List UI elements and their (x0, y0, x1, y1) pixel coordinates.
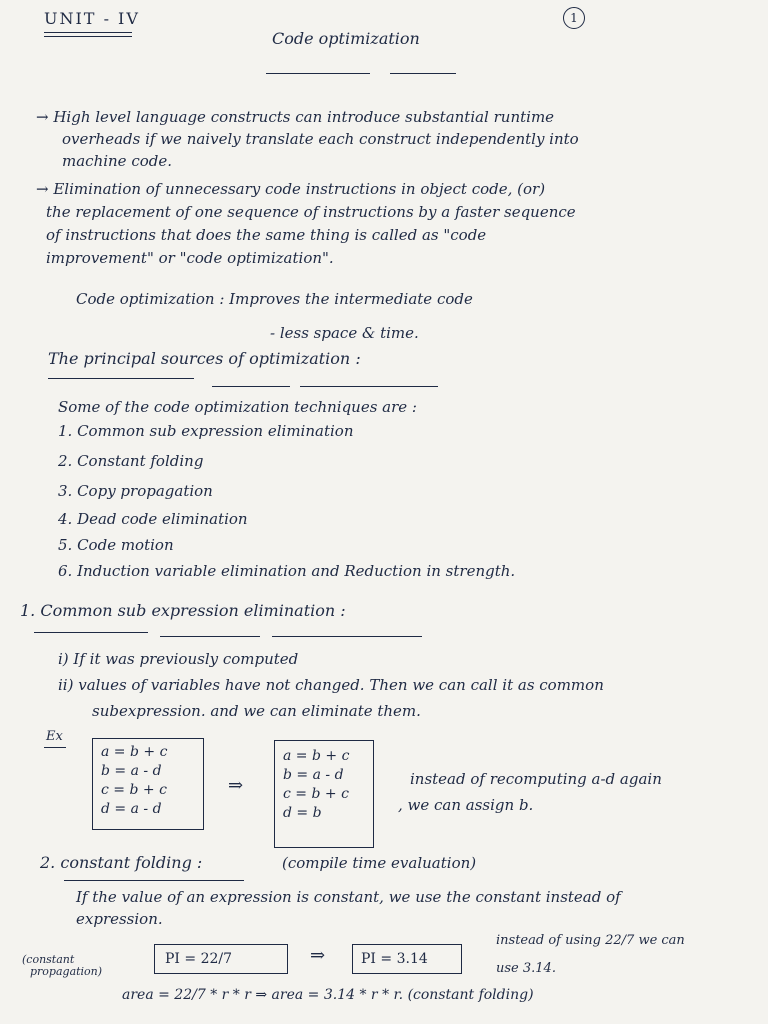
heading-underline-3 (300, 386, 438, 387)
unit-underline-2 (44, 36, 132, 37)
cse-underline-2 (160, 636, 260, 637)
heading-underline-1 (48, 378, 194, 379)
example-underline (44, 747, 66, 748)
constant-folding-desc-2: expression. (76, 910, 163, 928)
code-line: a = b + c (283, 748, 350, 764)
heading-underline-2 (212, 386, 290, 387)
pi-note-line-2: use 3.14. (496, 961, 556, 976)
page-number-badge: 1 (563, 7, 585, 29)
technique-item: 1. Common sub expression elimination (58, 422, 354, 440)
constant-folding-underline (64, 880, 244, 881)
technique-item: 3. Copy propagation (58, 482, 213, 500)
pi-note-line-1: instead of using 22/7 we can (496, 933, 685, 948)
intro-line-3: machine code. (62, 152, 173, 170)
constant-folding-desc-1: If the value of an expression is constant, we use the constant instead of (76, 888, 621, 906)
title-underline-right (390, 73, 456, 74)
pi-transform-arrow: ⇒ (310, 945, 326, 966)
code-line: b = a - d (101, 763, 162, 779)
transform-arrow: ⇒ (228, 775, 244, 796)
constant-folding-subtitle: (compile time evaluation) (282, 854, 477, 872)
unit-underline (44, 32, 132, 33)
cse-point-2: ii) values of variables have not changed. Then we can call it as common (58, 676, 604, 694)
code-line: d = b (283, 805, 322, 821)
cse-underline-3 (272, 636, 422, 637)
principal-sources-heading: The principal sources of optimization : (48, 349, 361, 368)
pi-expression: PI = 22/7 (165, 951, 233, 967)
code-box-after (274, 740, 374, 848)
title-underline-left (266, 73, 370, 74)
code-line: a = b + c (101, 744, 168, 760)
technique-item: 4. Dead code elimination (58, 510, 248, 528)
unit-label: UNIT - IV (44, 9, 140, 28)
cse-note-line-2: , we can assign b. (398, 796, 534, 814)
cse-underline-1 (34, 632, 148, 633)
technique-item: 6. Induction variable elimination and Reduction in strength. (58, 562, 516, 580)
technique-item: 2. Constant folding (58, 452, 204, 470)
definition-line-1: Code optimization : Improves the intermediate code (76, 290, 473, 308)
intro2-line-1: → Elimination of unnecessary code instructions in object code, (or) (36, 180, 546, 198)
code-box-before (92, 738, 204, 830)
code-line: c = b + c (101, 782, 167, 798)
page-title: Code optimization (272, 29, 420, 48)
cse-note-line-1: instead of recomputing a-d again (410, 770, 662, 788)
side-label-line-1: (constant (22, 953, 75, 966)
pi-box-before (154, 944, 288, 974)
technique-item: 5. Code motion (58, 536, 174, 554)
code-line: c = b + c (283, 786, 349, 802)
cse-heading: 1. Common sub expression elimination : (20, 601, 346, 620)
intro-line-2: overheads if we naively translate each construct independently into (62, 130, 579, 148)
intro2-line-3: of instructions that does the same thing is called as "code (46, 226, 487, 244)
side-label-line-2: propagation) (30, 965, 103, 978)
example-label: Ex (46, 729, 63, 744)
intro-line-1: → High level language constructs can introduce substantial runtime (36, 108, 555, 126)
definition-line-2: - less space & time. (270, 324, 419, 342)
intro2-line-4: improvement" or "code optimization". (46, 249, 334, 267)
pi-value: PI = 3.14 (361, 951, 428, 967)
constant-folding-heading: 2. constant folding : (40, 853, 203, 872)
intro2-line-2: the replacement of one sequence of instructions by a faster sequence (46, 203, 576, 221)
cse-point-3: subexpression. and we can eliminate them. (92, 702, 421, 720)
code-line: d = a - d (101, 801, 162, 817)
techniques-intro: Some of the code optimization techniques are : (58, 398, 417, 416)
cse-point-1: i) If it was previously computed (58, 650, 299, 668)
area-example: area = 22/7 * r * r ⇒ area = 3.14 * r * r. (constant folding) (122, 987, 534, 1003)
code-line: b = a - d (283, 767, 344, 783)
pi-box-after (352, 944, 462, 974)
